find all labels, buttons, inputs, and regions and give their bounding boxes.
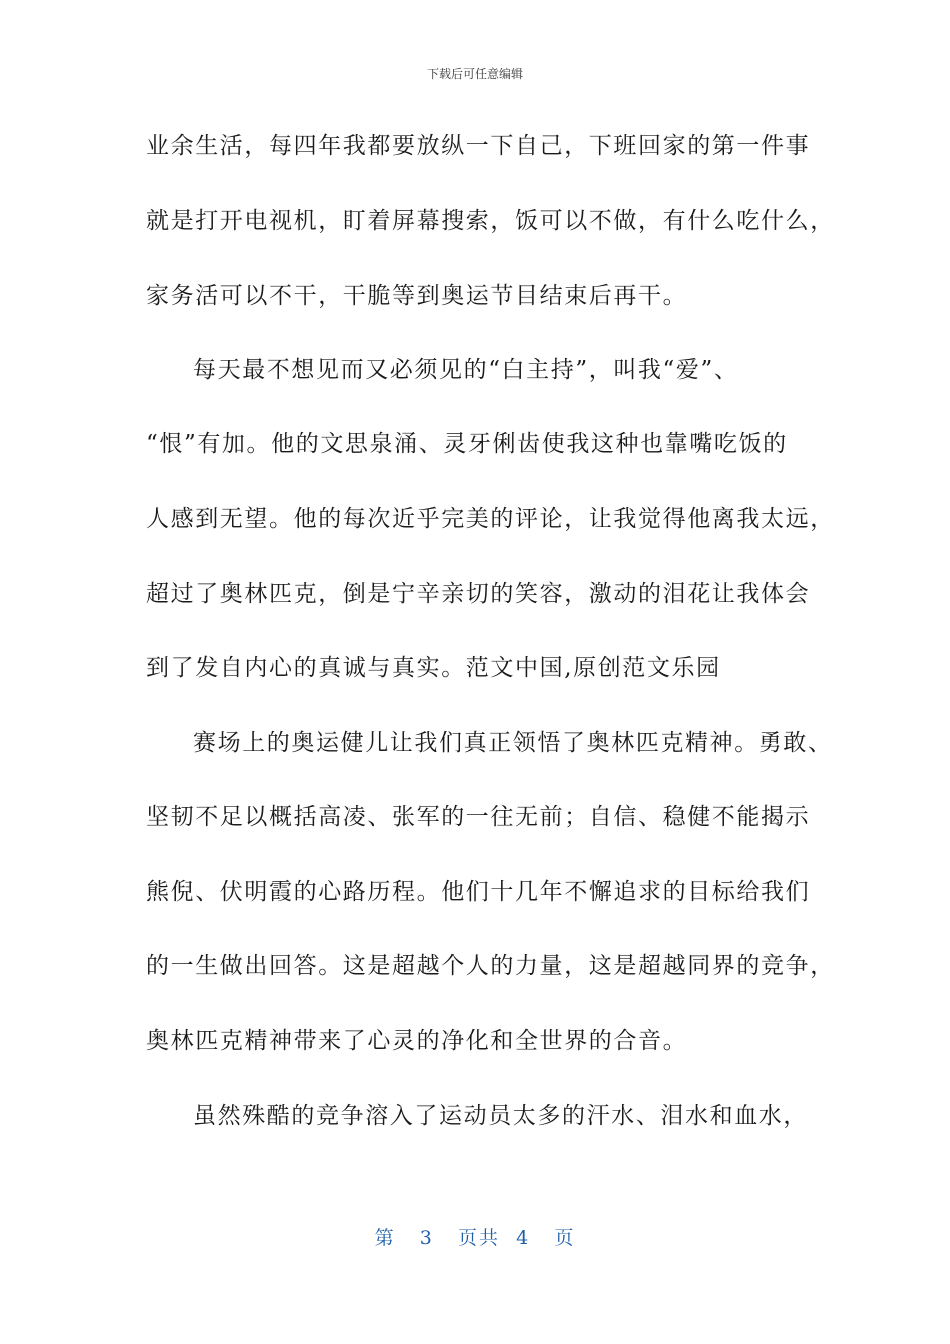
paragraph-first-line: 赛场上的奥运健儿让我们真正领悟了奥林匹克精神。勇敢、: [193, 730, 833, 756]
paragraph-first-line: 虽然殊酷的竞争溶入了运动员太多的汗水、泪水和血水，: [193, 1103, 808, 1129]
text-line: 就是打开电视机，盯着屏幕搜索，饭可以不做，有什么吃什么，: [146, 208, 835, 234]
footer-middle: 页共: [458, 1227, 501, 1249]
text-line: 到了发自内心的真诚与真实。范文中国,原创范文乐园: [146, 655, 721, 681]
current-page-number: 3: [419, 1227, 434, 1249]
footer-prefix: 第: [374, 1227, 396, 1249]
text-line: 奥林匹克精神带来了心灵的净化和全世界的合音。: [146, 1028, 688, 1054]
text-line: 超过了奥林匹克，倒是宁辛亲切的笑容，激动的泪花让我体会: [146, 581, 811, 607]
text-line: 坚韧不足以概括高凌、张军的一往无前；自信、稳健不能揭示: [146, 804, 811, 830]
paragraph-first-line: 每天最不想见而又必须见的“白主持”，叫我“爱”、: [193, 357, 739, 383]
page-footer: [0, 1226, 950, 1250]
text-line: 人感到无望。他的每次近乎完美的评论，让我觉得他离我太远，: [146, 506, 835, 532]
text-line: “恨”有加。他的文思泉涌、灵牙俐齿使我这种也靠嘴吃饭的: [146, 431, 788, 457]
text-line: 熊倪、伏明霞的心路历程。他们十几年不懈追求的目标给我们: [146, 879, 811, 905]
page-header: 下载后可任意编辑: [426, 67, 523, 81]
text-line: 业余生活，每四年我都要放纵一下自己，下班回家的第一件事: [146, 133, 811, 159]
total-pages-number: 4: [516, 1227, 531, 1249]
text-line: 的一生做出回答。这是超越个人的力量，这是超越同界的竞争，: [146, 953, 835, 979]
text-line: 家务活可以不干，干脆等到奥运节目结束后再干。: [146, 283, 688, 309]
footer-suffix: 页: [554, 1227, 576, 1249]
